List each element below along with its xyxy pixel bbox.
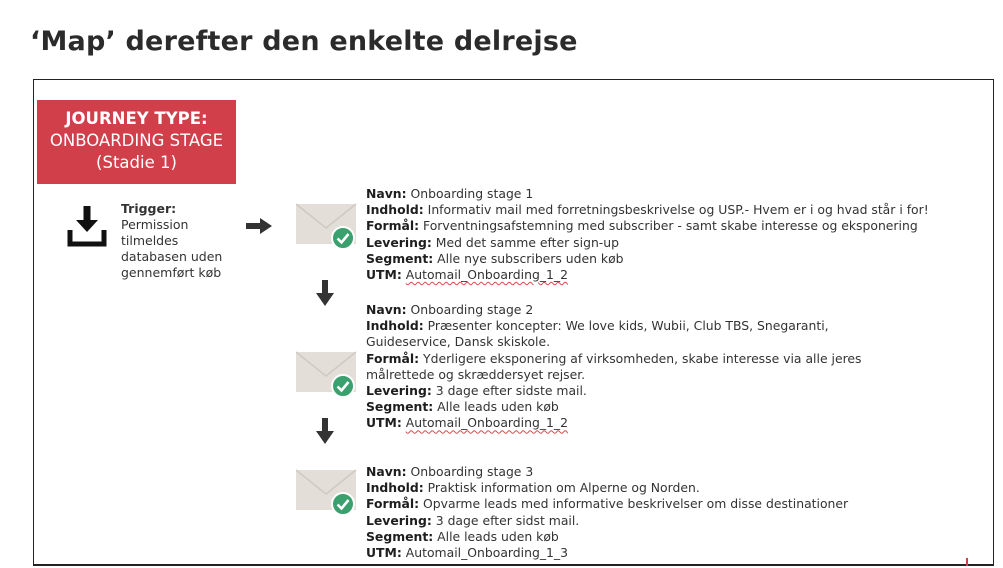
navn-label: Navn: [366,302,407,317]
formal-label: Formål: [366,496,420,512]
trigger-line: Permission [121,217,189,232]
navn-label: Navn: [366,186,407,201]
arrow-right-icon [246,218,272,234]
navn-value: Onboarding stage 3 [410,464,534,479]
journey-stage-number: (Stadie 1) [96,153,177,172]
envelope-icon [296,466,366,528]
stage-2-details [366,302,986,432]
envelope-icon [296,200,366,262]
utm-label: UTM: [366,267,402,283]
stage-indhold-row [366,480,986,496]
stage-navn-row [366,186,986,202]
utm-value: Automail_Onboarding_1_3 [405,545,568,561]
arrow-down-icon [316,280,334,306]
formal-label: Formål: [366,218,420,234]
utm-label: UTM: [366,545,402,561]
journey-stage-name: ONBOARDING STAGE [49,131,224,150]
trigger-description [121,201,251,281]
stage-formal-row-cont [366,367,986,383]
journey-type-heading: JOURNEY TYPE: [65,109,208,128]
slide-frame [33,79,994,566]
stage-indhold-row-cont [366,334,986,350]
utm-label: UTM: [366,415,402,431]
formal-value: Forventningsafstemning med subscriber - samt skabe interesse og eksponering [423,218,918,234]
formal-value: Opvarme leads med informative beskrivelser om disse destinationer [423,496,849,512]
formal-label: Formål: [366,350,420,366]
download-icon [67,204,107,248]
stage-navn-row [366,464,986,480]
trigger-line: gennemført køb [121,265,222,280]
stage-1-details [366,186,986,283]
stage-segment-row [366,529,986,545]
levering-value: Med det samme efter sign-up [435,234,619,250]
navn-value: Onboarding stage 2 [410,302,534,317]
segment-label: Segment: [366,528,434,544]
formal-value: Yderligere eksponering af virksomheden, skabe interesse via alle jeres [423,350,862,366]
segment-value: Alle leads uden køb [437,399,559,415]
stage-3-details [366,464,986,561]
stage-formal-row [366,218,986,234]
stage-utm-row [366,267,986,283]
indhold-label: Indhold: [366,202,424,218]
indhold-value: Informativ mail med forretningsbeskrivelse og USP.- Hvem er i og hvad står i for! [427,202,929,218]
levering-label: Levering: [366,234,432,250]
navn-label: Navn: [366,464,407,479]
stage-utm-row [366,545,986,561]
page-title: ‘Map’ derefter den enkelte delrejse [30,26,578,57]
stage-levering-row [366,383,986,399]
utm-value: Automail_Onboarding_1_2 [405,415,568,431]
arrow-down-icon [316,418,334,444]
stage-formal-row [366,496,986,512]
stage-formal-row [366,351,986,367]
corner-accent-mark [960,558,968,566]
indhold-label: Indhold: [366,480,424,496]
check-circle-icon [332,375,354,397]
levering-value: 3 dage efter sidst mail. [435,512,580,528]
indhold-label: Indhold: [366,318,424,334]
segment-label: Segment: [366,399,434,415]
indhold-value: Praktisk information om Alperne og Norden. [427,480,700,496]
envelope-icon [296,348,366,410]
stage-indhold-row [366,202,986,218]
navn-value: Onboarding stage 1 [410,186,534,201]
stage-segment-row [366,251,986,267]
indhold-value: Præsenter koncepter: We love kids, Wubii, Club TBS, Snegaranti, [427,318,829,334]
trigger-line: tilmeldes [121,233,179,248]
segment-value: Alle leads uden køb [437,528,559,544]
levering-label: Levering: [366,512,432,528]
levering-value: 3 dage efter sidste mail. [435,383,587,399]
stage-navn-row [366,302,986,318]
levering-label: Levering: [366,383,432,399]
stage-segment-row [366,399,986,415]
utm-value: Automail_Onboarding_1_2 [405,267,568,283]
indhold-value-cont: Guideservice, Dansk skiskole. [366,334,551,350]
formal-value-cont: målrettede og skræddersyet rejser. [366,366,586,382]
journey-type-box [37,100,236,184]
stage-indhold-row [366,318,986,334]
stage-levering-row [366,235,986,251]
check-circle-icon [332,227,354,249]
stage-levering-row [366,513,986,529]
trigger-line: databasen uden [121,249,223,264]
stage-utm-row [366,415,986,431]
trigger-label: Trigger: [121,201,177,216]
check-circle-icon [332,493,354,515]
segment-label: Segment: [366,250,434,266]
segment-value: Alle nye subscribers uden køb [437,250,624,266]
